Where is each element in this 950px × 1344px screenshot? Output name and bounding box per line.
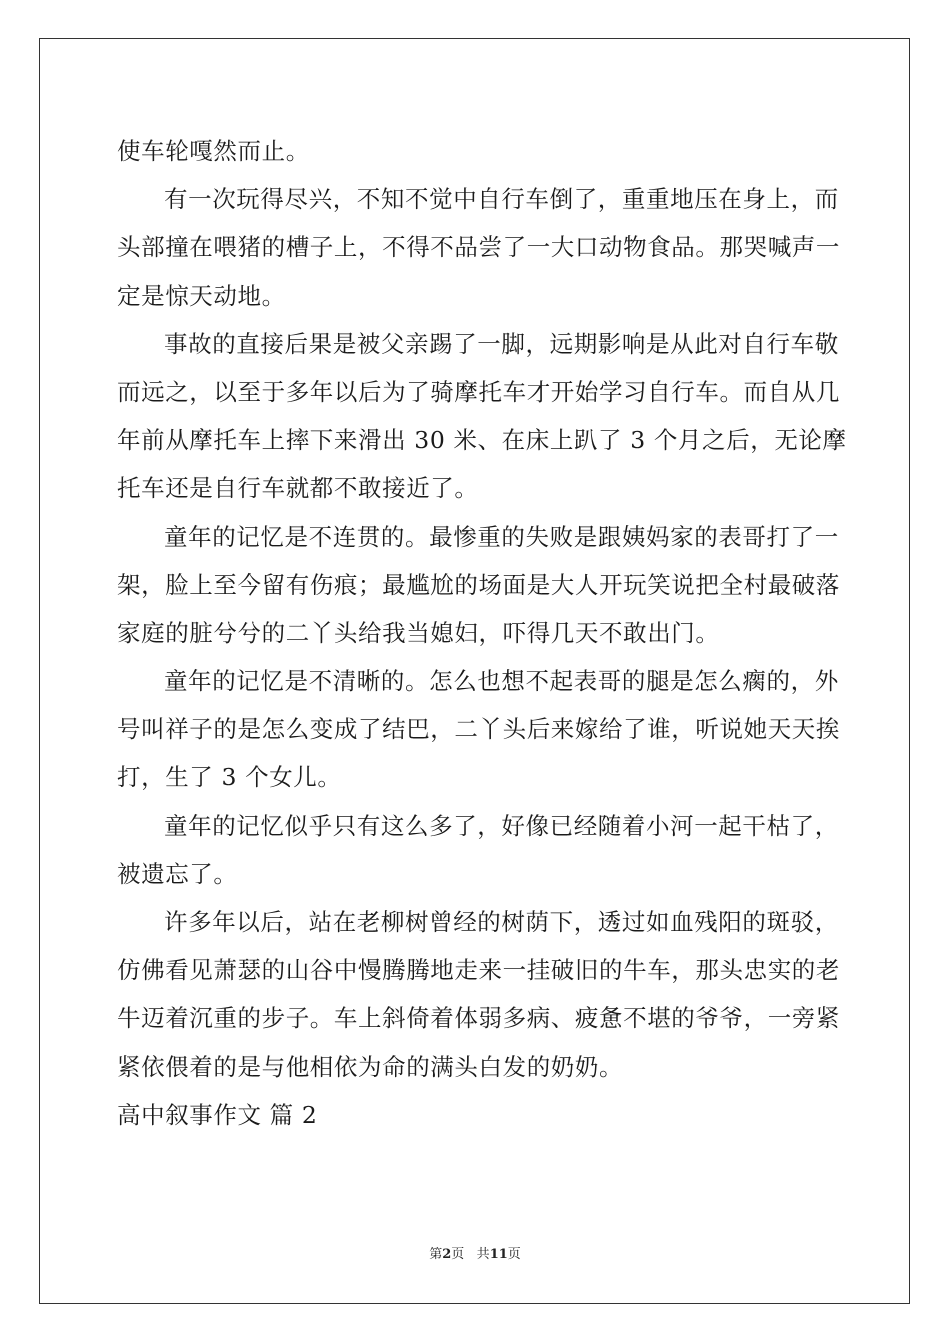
page-number: 2 — [442, 1247, 452, 1262]
text-line: 打，生了 3 个女儿。 — [117, 763, 342, 792]
text-line: 童年的记忆是不清晰的。怎么也想不起表哥的腿是怎么瘸的，外 — [164, 667, 839, 696]
text-line: 事故的直接后果是被父亲踢了一脚，远期影响是从此对自行车敬 — [164, 329, 839, 358]
text-line: 被遗忘了。 — [117, 859, 238, 888]
text-line: 家庭的脏兮兮的二丫头给我当媳妇，吓得几天不敢出门。 — [117, 618, 720, 647]
text-line: 架，脸上至今留有伤痕；最尴尬的场面是大人开玩笑说把全村最破落 — [117, 570, 840, 599]
page-footer — [0, 1243, 950, 1262]
text-line: 头部撞在喂猪的槽子上，不得不品尝了一大口动物食品。那哭喊声一 — [117, 233, 840, 262]
total-suffix: 页 — [507, 1247, 521, 1262]
page-suffix: 页 — [451, 1247, 465, 1262]
page-prefix: 第 — [429, 1247, 443, 1262]
text-line: 年前从摩托车上摔下来滑出 30 米、在床上趴了 3 个月之后，无论摩 — [117, 426, 847, 455]
text-line: 许多年以后，站在老柳树曾经的树荫下，透过如血残阳的斑驳， — [164, 908, 839, 936]
text-line: 托车还是自行车就都不敢接近了。 — [117, 474, 479, 503]
text-line: 童年的记忆似乎只有这么多了，好像已经随着小河一起干枯了， — [164, 811, 839, 840]
document-body — [117, 127, 847, 1139]
text-line: 定是惊天动地。 — [117, 281, 286, 310]
text-line: 高中叙事作文 篇 2 — [117, 1100, 318, 1129]
total-pages: 11 — [489, 1247, 508, 1262]
text-line: 紧依偎着的是与他相依为命的满头白发的奶奶。 — [117, 1052, 624, 1081]
text-line: 童年的记忆是不连贯的。最惨重的失败是跟姨妈家的表哥打了一 — [164, 522, 839, 551]
text-line: 而远之，以至于多年以后为了骑摩托车才开始学习自行车。而自从几 — [117, 377, 840, 406]
text-line: 牛迈着沉重的步子。车上斜倚着体弱多病、疲惫不堪的爷爷，一旁紧 — [117, 1004, 840, 1033]
text-line: 有一次玩得尽兴，不知不觉中自行车倒了，重重地压在身上，而 — [164, 185, 839, 214]
total-prefix: 共 — [476, 1247, 490, 1262]
text-line: 号叫祥子的是怎么变成了结巴，二丫头后来嫁给了谁，听说她天天挨 — [117, 715, 840, 744]
text-line: 仿佛看见萧瑟的山谷中慢腾腾地走来一挂破旧的牛车，那头忠实的老 — [117, 956, 840, 985]
text-line: 使车轮嘎然而止。 — [117, 137, 310, 165]
